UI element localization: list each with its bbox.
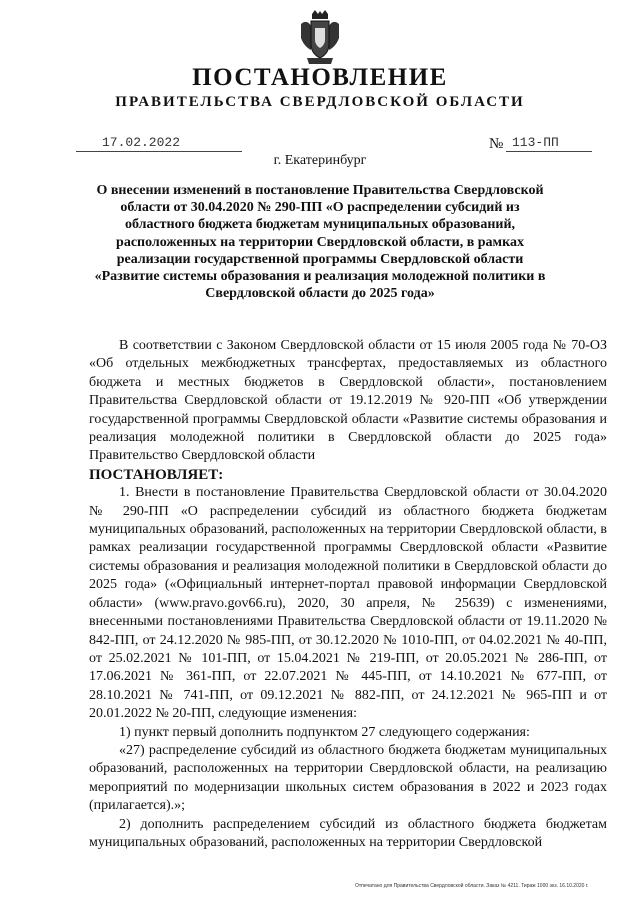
subitem-1-paragraph: 1) пункт первый дополнить подпунктом 27 следующего содержания: [119,724,530,740]
document-title: ПОСТАНОВЛЕНИЕ [192,64,448,91]
document-number: 113-ПП [506,135,592,152]
number-label: № [489,136,504,152]
intro-paragraph: В соответствии с Законом Свердловской области от 15 июля 2005 года № 70-ОЗ «Об отдельных межбюджетных трансфертах, предоставляемых из областного бюджета и местных бюджетов в Свердловской области», постановлением Правительства Свердловской области от 19.12.2019 № 920-ПП «Об утверждении государственной программы Свердловской области «Развитие системы образования и реализация молодежной политики в Свердловской области до 2025 года» Правительство Свердловской области [89,338,607,464]
print-footer: Отпечатано для Правительства Свердловской области. Заказ № 4211. Тираж 1000 экз. 16.10.2020 г. [355,883,589,889]
item-1-paragraph: 1. Внести в постановление Правительства Свердловской области от 30.04.2020 № 290-ПП «О распределении субсидий из областного бюджета бюджетам муниципальных образований, расположенных на территории Свердловской области, в рамках реализации государственной программы Свердловской области «Развитие системы образования и реализация молодежной политики в Свердловской области до 2025 года» («Официальный интернет-портал правовой информации Свердловской области» (www.pravo.gov66.ru), 2020, 30 апреля, № 25639) с изменениями, внесенными постановлениями Правительства Свердловской области от 19.11.2020 № 842-ПП, от 24.12.2020 № 985-ПП, от 30.12.2020 № 1010-ПП, от 04.02.2021 № 40-ПП, от 25.02.2021 № 101-ПП, от 15.04.2021 № 219-ПП, от 20.05.2021 № 286-ПП, от 17.06.2021 № 361-ПП, от 22.07.2021 № 445-ПП, от 14.10.2021 № 677-ПП, от 28.10.2021 № 741-ПП, от 09.12.2021 № 882-ПП, от 24.12.2021 № 965-ПП и от 20.01.2022 № 20-ПП, следующие изменения: [89,485,607,722]
document-body [89,337,607,852]
document-date: 17.02.2022 [76,135,242,152]
document-subtitle: ПРАВИТЕЛЬСТВА СВЕРДЛОВСКОЙ ОБЛАСТИ [115,94,525,110]
quote-27-paragraph: «27) распределение субсидий из областного бюджета бюджетам муниципальных образований, расположенных на территории Свердловской области, на реализацию мероприятий по модернизации школьных систем образования в 2022 и 2023 годах (прилагается).»; [89,742,607,814]
subitem-2-paragraph: 2) дополнить распределением субсидий из областного бюджета бюджетам муниципальных образований, расположенных на территории Свердловской [89,816,607,850]
document-city: г. Екатеринбург [273,153,367,168]
coat-of-arms-icon [297,10,343,66]
resolves-label: ПОСТАНОВЛЯЕТ: [89,466,224,483]
document-heading: О внесении изменений в постановление Правительства Свердловской области от 30.04.2020 № 290-ПП «О распределении субсидий из областного бюджета бюджетам муниципальных образований, расположенных на территории Свердловской области, в рамках реализации государственной программы Свердловской области «Развитие системы образования и реализация молодежной политики в Свердловской области до 2025 года» [94,183,546,302]
